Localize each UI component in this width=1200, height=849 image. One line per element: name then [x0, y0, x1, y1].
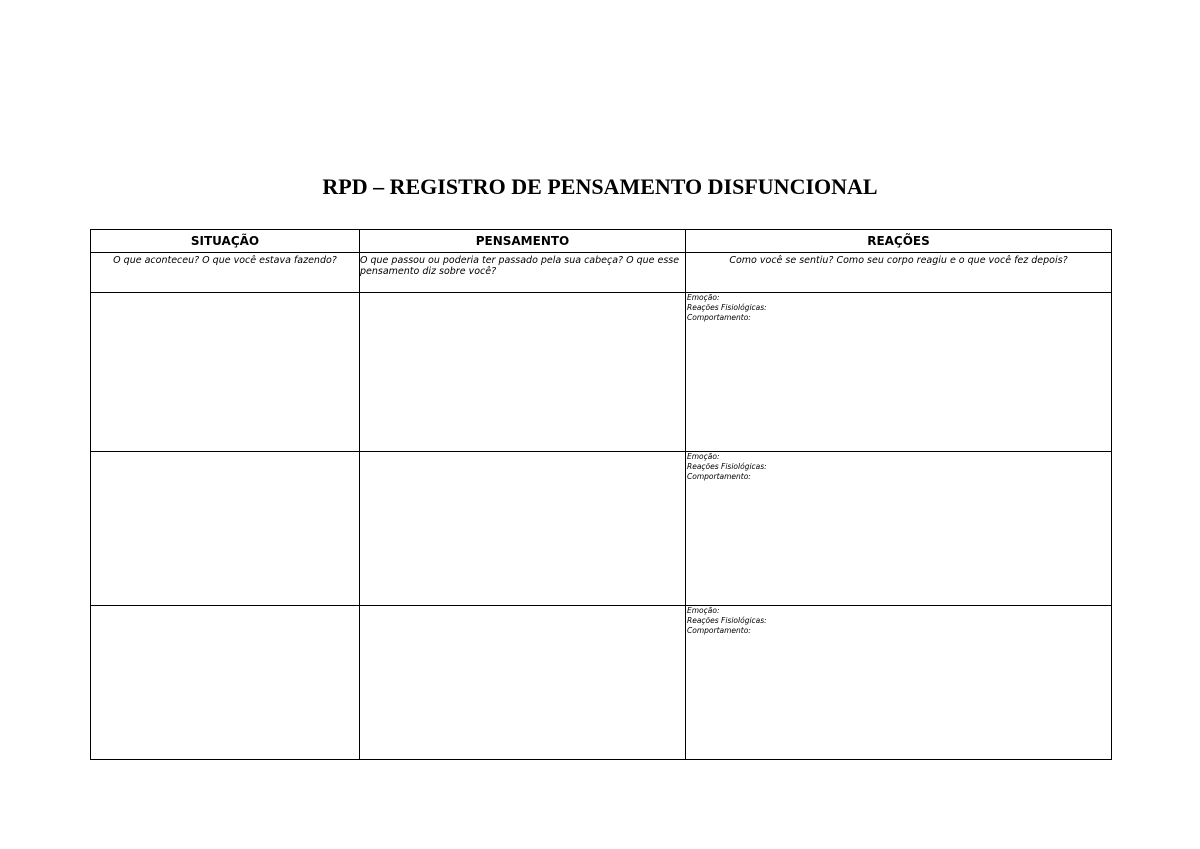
prompt-row	[91, 253, 1112, 293]
table-row	[91, 293, 1112, 452]
behavior-label: Comportamento:	[687, 472, 751, 481]
emotion-label: Emoção:	[687, 452, 720, 461]
header-pensamento: PENSAMENTO	[360, 230, 686, 253]
emotion-label: Emoção:	[687, 606, 720, 615]
header-situacao: SITUAÇÃO	[91, 230, 360, 253]
cell-pensamento-3[interactable]	[360, 606, 686, 760]
table-row	[91, 606, 1112, 760]
cell-situacao-1[interactable]	[91, 293, 360, 452]
emotion-label: Emoção:	[687, 293, 720, 302]
cell-pensamento-2[interactable]	[360, 452, 686, 606]
physiological-label: Reações Fisiológicas:	[687, 462, 767, 471]
behavior-label: Comportamento:	[687, 313, 751, 322]
table-row	[91, 452, 1112, 606]
cell-pensamento-1[interactable]	[360, 293, 686, 452]
prompt-situacao: O que aconteceu? O que você estava fazendo?	[91, 253, 360, 293]
prompt-reacoes: Como você se sentiu? Como seu corpo reagiu e o que você fez depois?	[686, 253, 1112, 293]
header-row	[91, 230, 1112, 253]
cell-reacoes-2[interactable]	[686, 452, 1112, 606]
header-reacoes: REAÇÕES	[686, 230, 1112, 253]
physiological-label: Reações Fisiológicas:	[687, 616, 767, 625]
cell-situacao-3[interactable]	[91, 606, 360, 760]
cell-reacoes-1[interactable]	[686, 293, 1112, 452]
behavior-label: Comportamento:	[687, 626, 751, 635]
rpd-table	[90, 229, 1112, 760]
prompt-pensamento: O que passou ou poderia ter passado pela sua cabeça? O que esse pensamento diz sobre você?	[360, 253, 686, 293]
cell-reacoes-3[interactable]	[686, 606, 1112, 760]
page-title: RPD – REGISTRO DE PENSAMENTO DISFUNCIONAL	[322, 174, 878, 199]
physiological-label: Reações Fisiológicas:	[687, 303, 767, 312]
cell-situacao-2[interactable]	[91, 452, 360, 606]
